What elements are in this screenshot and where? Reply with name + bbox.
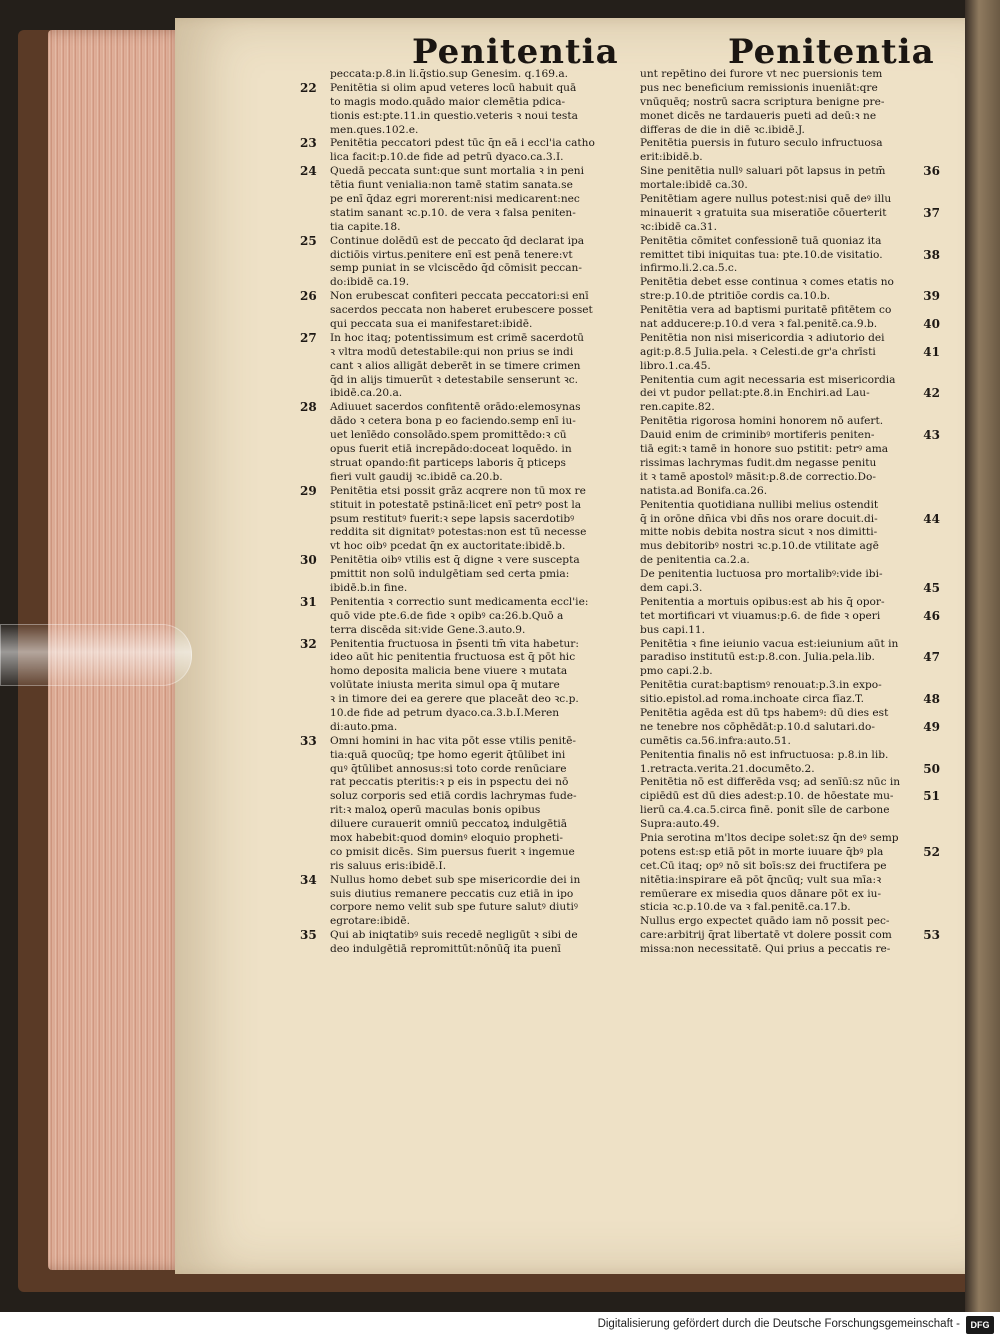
footer-bar bbox=[0, 1312, 1000, 1340]
text-line bbox=[300, 568, 628, 582]
text-line bbox=[640, 693, 940, 707]
line-text: cant ꝛ alios alligāt deberēt in se timere crimen bbox=[330, 359, 581, 372]
text-line bbox=[300, 165, 628, 179]
line-text: monet dicēs ne tardaueris pueti ad deū:ꝛ ne bbox=[640, 109, 877, 122]
line-text: Continue dolēdū est de peccato q̄d declarat ipa bbox=[330, 234, 585, 247]
text-line bbox=[640, 415, 940, 429]
line-text: peccata:p.8.in li.q̄stio.sup Genesim. q.169.a. bbox=[330, 68, 569, 80]
text-line bbox=[640, 262, 940, 276]
color-calibration-strip bbox=[965, 0, 1000, 1312]
text-line bbox=[300, 693, 628, 707]
entry-number: 38 bbox=[923, 248, 940, 262]
line-text: missa:non necessitatē. Qui prius a peccatis re- bbox=[640, 943, 891, 956]
line-text: nat adducere:p.10.d vera ꝛ fal.penitē.ca.9.b. bbox=[640, 318, 878, 331]
line-text: remittet tibi iniquitas tua: pte.10.de visitatio. bbox=[640, 248, 883, 261]
line-text: De penitentia luctuosa pro mortalibꝰ:vide ibi- bbox=[640, 568, 883, 581]
text-line bbox=[300, 137, 628, 151]
line-text: Penitētiam agere nullus potest:nisi quē deꝰ illu bbox=[640, 193, 892, 206]
text-line bbox=[300, 485, 628, 499]
text-line bbox=[640, 387, 940, 401]
line-text: care:arbitrij q̄rat libertatē vt dolere possit com bbox=[640, 929, 892, 942]
line-text: Penitētia ꝛ fine ieiunio vacua est:ieiunium aūt in bbox=[640, 637, 899, 650]
line-text: Penitētia peccatori pdest tūc q̄n eā i eccl'ia catho bbox=[330, 137, 595, 150]
text-line bbox=[640, 151, 940, 165]
line-text: erit:ibidē.b. bbox=[640, 151, 703, 164]
text-line bbox=[300, 221, 628, 235]
line-text: Penitentia ꝛ correctio sunt medicamenta eccl'ie: bbox=[330, 595, 589, 608]
line-text: Penitētia etsi possit grāz acqrere non tū mox re bbox=[330, 484, 586, 497]
running-head-right: Penitentia bbox=[728, 32, 935, 72]
text-column-left bbox=[300, 68, 628, 957]
text-line bbox=[640, 943, 940, 957]
text-line bbox=[640, 304, 940, 318]
line-text: q̄d in alijs timuerūt ꝛ detestabile senserunt ꝛc. bbox=[330, 373, 579, 386]
line-text: Nullus homo debet sub spe misericordie dei in bbox=[330, 873, 581, 886]
line-text: do:ibidē ca.19. bbox=[330, 276, 410, 289]
text-line bbox=[640, 596, 940, 610]
text-line bbox=[300, 68, 628, 82]
text-line bbox=[300, 110, 628, 124]
line-text: volūtate iniusta merita simul opa q̄ mutare bbox=[330, 679, 560, 692]
line-text: Quedā peccata sunt:que sunt mortalia ꝛ in peni bbox=[330, 165, 585, 178]
text-line bbox=[640, 165, 940, 179]
entry-number: 22 bbox=[300, 81, 317, 95]
entry-number: 33 bbox=[300, 734, 317, 748]
entry-number: 30 bbox=[300, 554, 317, 568]
entry-number: 42 bbox=[923, 387, 940, 401]
text-line bbox=[300, 499, 628, 513]
line-text: rissimas lachrymas fudit.dm negasse penitu bbox=[640, 456, 877, 469]
line-text: Sine penitētia nullꝰ saluari pōt lapsus in petm̄ bbox=[640, 165, 886, 178]
text-line bbox=[300, 429, 628, 443]
text-line bbox=[300, 804, 628, 818]
text-line bbox=[640, 137, 940, 151]
entry-number: 41 bbox=[923, 345, 940, 359]
text-line bbox=[640, 443, 940, 457]
text-line bbox=[640, 735, 940, 749]
text-line bbox=[640, 915, 940, 929]
entry-number: 53 bbox=[923, 929, 940, 943]
entry-number: 50 bbox=[923, 762, 940, 776]
line-text: rat peccatis pteritis:ꝛ p eis in pspectu dei nō bbox=[330, 776, 569, 789]
text-line bbox=[300, 790, 628, 804]
line-text: ris saluus eris:ibidē.I. bbox=[330, 859, 447, 872]
text-line bbox=[300, 915, 628, 929]
line-text: pe enī q̄daz egri morerent̄:nisi medicarent̄:nec bbox=[330, 193, 580, 206]
line-text: Penitētia oibꝰ vtilis est q̄ digne ꝛ vere suscepta bbox=[330, 554, 580, 567]
line-text: Penitētia agēda est dū tps habemꝰ: dū dies est bbox=[640, 706, 889, 719]
entry-number: 52 bbox=[923, 845, 940, 859]
line-text: ren.capite.82. bbox=[640, 401, 715, 414]
text-line bbox=[300, 387, 628, 401]
line-text: co pmisit dicēs. Sim puersus fuerit ꝛ ingemue bbox=[330, 845, 575, 858]
text-line bbox=[300, 874, 628, 888]
line-text: Penitentia a mortuis opibus:est ab his q̄ opor- bbox=[640, 595, 885, 608]
text-line bbox=[640, 96, 940, 110]
line-text: cet.Cū itaq; opꝰ nō sit boīs:sz dei fructifera pe bbox=[640, 859, 887, 872]
text-line bbox=[640, 346, 940, 360]
text-line bbox=[300, 901, 628, 915]
entry-number: 37 bbox=[923, 206, 940, 220]
text-line bbox=[640, 485, 940, 499]
entry-number: 45 bbox=[923, 581, 940, 595]
line-text: sticia ꝛc.p.10.de va ꝛ fal.penitē.ca.17.b. bbox=[640, 901, 851, 914]
line-text: Nullus ergo expectet quādo iam nō possit pec- bbox=[640, 915, 890, 928]
entry-number: 31 bbox=[300, 595, 317, 609]
running-head-left: Penitentia bbox=[412, 32, 619, 72]
line-text: Qui ab iniqtatibꝰ suis recedē negligūt ꝛ sibi de bbox=[330, 929, 578, 942]
text-line bbox=[640, 929, 940, 943]
text-line bbox=[300, 457, 628, 471]
text-line bbox=[300, 540, 628, 554]
text-line bbox=[300, 818, 628, 832]
line-text: ꝛ in timore dei ea gerere que placeāt deo ꝛc.p. bbox=[330, 693, 579, 706]
text-line bbox=[640, 665, 940, 679]
line-text: ideo aūt hic penitentia fructuosa est q̄ pōt hic bbox=[330, 651, 576, 664]
line-text: qui peccata sua ei manifestaret:ibidē. bbox=[330, 318, 533, 331]
line-text: fieri vult gaudij ꝛc.ibidē ca.20.b. bbox=[330, 470, 503, 483]
entry-number: 44 bbox=[923, 512, 940, 526]
text-line bbox=[640, 429, 940, 443]
text-line bbox=[640, 526, 940, 540]
line-text: minauerit ꝛ gratuita sua miseratiōe cōuerterit bbox=[640, 206, 887, 219]
line-text: In hoc itaq; potentissimum est crimē sacerdotū bbox=[330, 331, 584, 344]
line-text: reddita sit dignitatꝰ potestas:non est tū necesse bbox=[330, 526, 587, 539]
entry-number: 24 bbox=[300, 165, 317, 179]
text-line bbox=[640, 221, 940, 235]
text-line bbox=[640, 179, 940, 193]
line-text: bus capi.11. bbox=[640, 623, 706, 636]
line-text: dictiōis virtus.penitere enī est penā tenere:vt bbox=[330, 248, 573, 261]
text-line bbox=[640, 846, 940, 860]
text-line bbox=[640, 471, 940, 485]
text-line bbox=[300, 860, 628, 874]
line-text: ꝛ vltra modū detestabile:qui non prius se indi bbox=[330, 345, 574, 358]
line-text: uet lenīēdo consolādo.spem promittēdo:ꝛ cū bbox=[330, 429, 567, 442]
text-line bbox=[300, 651, 628, 665]
text-line bbox=[300, 151, 628, 165]
line-text: mus debitoribꝰ nostri ꝛc.p.10.de vtilitate agē bbox=[640, 540, 879, 553]
text-line bbox=[300, 249, 628, 263]
funding-notice: Digitalisierung gefördert durch die Deutsche Forschungsgemeinschaft - bbox=[597, 1318, 960, 1330]
line-text: Penitētia puersis in futuro seculo infructuosa bbox=[640, 137, 883, 150]
line-text: it ꝛ tamē apostolꝰ māsit:p.8.de correctio.Do- bbox=[640, 470, 876, 483]
text-line bbox=[640, 582, 940, 596]
line-text: de penitentia ca.2.a. bbox=[640, 554, 750, 567]
line-text: Pnia serotina m'ltos decipe solet:sz q̄n deꝰ semp bbox=[640, 831, 899, 844]
text-line bbox=[640, 499, 940, 513]
text-line bbox=[300, 526, 628, 540]
line-text: Dauid enim de criminibꝰ mortiferis peniten- bbox=[640, 429, 875, 442]
text-line bbox=[300, 888, 628, 902]
line-text: tet mortificari vt viuamus:p.6. de fide ꝛ operi bbox=[640, 609, 881, 622]
text-line bbox=[300, 290, 628, 304]
line-text: tionis est:pte.11.in questio.veteris ꝛ noui testa bbox=[330, 109, 578, 122]
text-line bbox=[300, 749, 628, 763]
entry-number: 39 bbox=[923, 290, 940, 304]
text-line bbox=[300, 832, 628, 846]
line-text: dem capi.3. bbox=[640, 581, 703, 594]
line-text: 1.retracta.verita.21.documēto.2. bbox=[640, 762, 815, 775]
text-line bbox=[640, 249, 940, 263]
line-text: quꝰ q̄tūlibet annosus:si toto corde renūciare bbox=[330, 762, 567, 775]
text-line bbox=[640, 124, 940, 138]
line-text: libro.1.ca.45. bbox=[640, 359, 711, 372]
text-line bbox=[300, 665, 628, 679]
line-text: mox habebit:quod dominꝰ eloquio propheti- bbox=[330, 831, 564, 844]
text-line bbox=[640, 193, 940, 207]
text-line bbox=[300, 179, 628, 193]
text-line bbox=[300, 624, 628, 638]
text-line bbox=[300, 943, 628, 957]
text-line bbox=[300, 304, 628, 318]
line-text: tia:quā quocūq; tpe homo egerit q̄tūlibet ini bbox=[330, 748, 566, 761]
line-text: Penitētia vera ad baptismi puritatē pfitētem co bbox=[640, 304, 892, 317]
text-line bbox=[300, 443, 628, 457]
text-line bbox=[300, 318, 628, 332]
text-line bbox=[300, 415, 628, 429]
text-line bbox=[300, 776, 628, 790]
entry-number: 25 bbox=[300, 234, 317, 248]
entry-number: 51 bbox=[923, 790, 940, 804]
line-text: agit:p.8.5 Julia.pela. ꝛ Celesti.de gr'a chrīsti bbox=[640, 345, 876, 358]
text-line bbox=[300, 193, 628, 207]
text-line bbox=[640, 651, 940, 665]
text-line bbox=[300, 235, 628, 249]
line-text: Penitētia curat:baptismꝰ renouat:p.3.in expo- bbox=[640, 679, 882, 692]
text-column-right bbox=[640, 68, 940, 957]
line-text: diluere curauerit omniū peccatoꝝ indulgētiā bbox=[330, 818, 568, 831]
line-text: terra discēda sit:vide Gene.3.auto.9. bbox=[330, 623, 526, 636]
line-text: cumētis ca.56.infra:auto.51. bbox=[640, 734, 791, 747]
text-line bbox=[640, 874, 940, 888]
text-line bbox=[640, 790, 940, 804]
text-line bbox=[640, 679, 940, 693]
line-text: tia capite.18. bbox=[330, 220, 401, 233]
line-text: Penitentia finalis nō est infructuosa: p.8.in lib. bbox=[640, 748, 889, 761]
text-line bbox=[640, 610, 940, 624]
text-line bbox=[300, 846, 628, 860]
text-line bbox=[640, 860, 940, 874]
line-text: Penitētia si olim apud veteres locū habuit quā bbox=[330, 81, 577, 94]
entry-number: 32 bbox=[300, 637, 317, 651]
line-text: natista.ad Bonifa.ca.26. bbox=[640, 484, 768, 497]
line-text: dādo ꝛ cetera bona p eo faciendo.semp enī iu- bbox=[330, 415, 576, 428]
text-line bbox=[640, 290, 940, 304]
line-text: Penitentia fructuosa in p̄senti tm̄ vita habetur: bbox=[330, 637, 579, 650]
entry-number: 36 bbox=[923, 165, 940, 179]
glass-page-holder bbox=[0, 624, 192, 686]
line-text: paradiso institutū est:p.8.con. Julia.pela.lib. bbox=[640, 651, 875, 664]
entry-number: 40 bbox=[923, 318, 940, 332]
line-text: infirmo.li.2.ca.5.c. bbox=[640, 262, 738, 275]
line-text: vnūquēq; nostrū sacra scriptura benigne pre- bbox=[640, 95, 885, 108]
entry-number: 26 bbox=[300, 290, 317, 304]
text-line bbox=[640, 776, 940, 790]
text-line bbox=[300, 332, 628, 346]
text-line bbox=[640, 540, 940, 554]
text-line bbox=[640, 207, 940, 221]
text-line bbox=[640, 818, 940, 832]
line-text: cipiēdū est dū dies adest:p.10. de hōestate mu- bbox=[640, 790, 894, 803]
line-text: Omni homini in hac vita pōt esse vtilis penitē- bbox=[330, 734, 576, 747]
text-line bbox=[300, 374, 628, 388]
text-line bbox=[300, 360, 628, 374]
line-text: Penitētia cōmitet confessionē tuā quoniaz ita bbox=[640, 234, 882, 247]
entry-number: 23 bbox=[300, 137, 317, 151]
line-text: nitētia:inspirare eā pōt q̄ncūq; vult sua mīa:ꝛ bbox=[640, 873, 882, 886]
text-line bbox=[300, 276, 628, 290]
text-line bbox=[640, 374, 940, 388]
dfg-logo: DFG bbox=[966, 1316, 994, 1334]
text-line bbox=[300, 82, 628, 96]
text-line bbox=[640, 513, 940, 527]
line-text: soluz corporis sed etiā cordis lachrymas fude- bbox=[330, 790, 577, 803]
text-line bbox=[300, 346, 628, 360]
text-line bbox=[300, 721, 628, 735]
line-text: mortale:ibidē ca.30. bbox=[640, 179, 748, 192]
line-text: ne tenebre nos cōphēdāt:p.10.d salutari.do- bbox=[640, 720, 875, 733]
text-line bbox=[640, 68, 940, 82]
line-text: semp puniat in se vlciscēdo q̄d cōmisit peccan- bbox=[330, 262, 582, 275]
line-text: sitio.epistol.ad roma.inchoate circa fīaz.T. bbox=[640, 693, 864, 706]
line-text: struat opando:fit particeps laboris q̄ pticeps bbox=[330, 456, 566, 469]
text-line bbox=[640, 235, 940, 249]
line-text: corpore nemo velit sub spe future salutꝰ diutiꝰ bbox=[330, 901, 578, 914]
entry-number: 27 bbox=[300, 331, 317, 345]
text-line bbox=[640, 110, 940, 124]
entry-number: 46 bbox=[923, 609, 940, 623]
line-text: ꝛc:ibidē ca.31. bbox=[640, 220, 717, 233]
text-line bbox=[640, 763, 940, 777]
line-text: q̄ in orōne dn̄ica vbi dn̄s nos orare docuit.di- bbox=[640, 512, 878, 525]
line-text: rit:ꝛ maloꝝ operū maculas bonis opibus bbox=[330, 804, 541, 817]
text-line bbox=[300, 596, 628, 610]
line-text: ibidē.b.in fine. bbox=[330, 581, 408, 594]
line-text: lica facit:p.10.de fide ad petrū dyaco.ca.3.I. bbox=[330, 151, 564, 164]
line-text: Non erubescat confiteri peccata peccatori:si enī bbox=[330, 290, 589, 303]
line-text: vt hoc oibꝰ pcedat q̄n ex auctoritate:ibidē.b. bbox=[330, 540, 566, 553]
line-text: tiā egit:ꝛ tamē in honore suo pstitit: petrꝰ ama bbox=[640, 443, 889, 456]
text-line bbox=[640, 82, 940, 96]
line-text: Penitētia non nisi misericordia ꝛ adiutorio dei bbox=[640, 331, 885, 344]
text-line bbox=[640, 276, 940, 290]
text-line bbox=[300, 401, 628, 415]
text-line bbox=[300, 124, 628, 138]
text-line bbox=[300, 610, 628, 624]
entry-number: 43 bbox=[923, 429, 940, 443]
text-line bbox=[640, 638, 940, 652]
text-line bbox=[300, 554, 628, 568]
entry-number: 29 bbox=[300, 484, 317, 498]
text-line bbox=[300, 763, 628, 777]
text-line bbox=[640, 721, 940, 735]
text-line bbox=[640, 568, 940, 582]
line-text: sacerdos peccata non haberet erubescere posset bbox=[330, 304, 593, 317]
text-line bbox=[640, 318, 940, 332]
entry-number: 47 bbox=[923, 651, 940, 665]
line-text: Penitētia debet esse continua ꝛ comes etatis no bbox=[640, 276, 894, 289]
text-line bbox=[300, 207, 628, 221]
line-text: egrotare:ibidē. bbox=[330, 915, 410, 928]
line-text: Penitētia nō est differēda vsq; ad senīū:sz nūc in bbox=[640, 776, 901, 789]
line-text: mitte nobis debita nostra sicut ꝛ nos dimitti- bbox=[640, 526, 878, 539]
line-text: deo indulgētiā repromittūt:nōnūq̄ ita puenī bbox=[330, 943, 561, 956]
line-text: stituit in potestatē pstinā:licet enī petrꝰ post la bbox=[330, 498, 582, 511]
line-text: psum restitutꝰ fuerit:ꝛ sepe lapsis sacerdotibꝰ bbox=[330, 512, 575, 525]
text-line bbox=[640, 832, 940, 846]
line-text: pus nec beneficium remissionis inueniāt:qre bbox=[640, 81, 878, 94]
text-line bbox=[640, 624, 940, 638]
line-text: to magis modo.quādo maior clemētia pdica- bbox=[330, 95, 566, 108]
line-text: remūerare ex misedia quos dānare pōt ex iu- bbox=[640, 887, 882, 900]
text-line bbox=[640, 401, 940, 415]
line-text: statim sanant̄ ꝛc.p.10. de vera ꝛ falsa peniten- bbox=[330, 206, 576, 219]
line-text: Penitētia rigorosa homini honorem nō aufert. bbox=[640, 415, 884, 428]
line-text: opus fuerit etiā increpādo:doceat loquēdo. in bbox=[330, 443, 572, 456]
text-line bbox=[300, 513, 628, 527]
entry-number: 34 bbox=[300, 873, 317, 887]
text-line bbox=[300, 735, 628, 749]
text-line bbox=[640, 804, 940, 818]
line-text: ibidē.ca.20.a. bbox=[330, 387, 403, 400]
text-line bbox=[640, 332, 940, 346]
line-text: Supra:auto.49. bbox=[640, 818, 720, 831]
line-text: Penitentia quotidiana nullibi melius ostendit bbox=[640, 498, 879, 511]
text-line bbox=[300, 929, 628, 943]
text-line bbox=[300, 638, 628, 652]
text-line bbox=[640, 888, 940, 902]
text-line bbox=[640, 554, 940, 568]
text-line bbox=[300, 582, 628, 596]
line-text: Adiuuet sacerdos confitentē orādo:elemosynas bbox=[330, 401, 581, 414]
text-line bbox=[300, 262, 628, 276]
line-text: dei vt pudor pellat:pte.8.in Enchiri.ad Lau- bbox=[640, 387, 870, 400]
entry-number: 28 bbox=[300, 401, 317, 415]
line-text: potens est:sp etiā pōt in morte iuuare q̄bꝰ pla bbox=[640, 845, 884, 858]
line-text: pmittit non solū indulgētiam sed certa pmia: bbox=[330, 568, 570, 581]
text-line bbox=[300, 96, 628, 110]
line-text: differas de die in diē ꝛc.ibidē.J. bbox=[640, 123, 805, 136]
text-line bbox=[300, 707, 628, 721]
line-text: men.ques.102.e. bbox=[330, 123, 419, 136]
entry-number: 49 bbox=[923, 720, 940, 734]
text-line bbox=[640, 360, 940, 374]
entry-number: 48 bbox=[923, 693, 940, 707]
line-text: unt repētino dei furore vt nec puersionis tem bbox=[640, 68, 883, 80]
line-text: homo deposita malicia bene viuere ꝛ mutata bbox=[330, 665, 568, 678]
entry-number: 35 bbox=[300, 929, 317, 943]
line-text: quō vide pte.6.de fide ꝛ opibꝰ ca:26.b.Quō a bbox=[330, 609, 564, 622]
text-line bbox=[300, 679, 628, 693]
text-line bbox=[300, 471, 628, 485]
text-line bbox=[640, 707, 940, 721]
line-text: di:auto.pma. bbox=[330, 720, 398, 733]
line-text: suis diutius remanere peccatis cuz etiā in ipo bbox=[330, 887, 574, 900]
text-line bbox=[640, 457, 940, 471]
text-line bbox=[640, 901, 940, 915]
line-text: Penitentia cum agit necessaria est misericordia bbox=[640, 373, 896, 386]
line-text: tētia fiunt venialia:non tamē statim sanata.se bbox=[330, 179, 573, 192]
text-line bbox=[640, 749, 940, 763]
line-text: 10.de fide ad petrum dyaco.ca.3.b.I.Meren bbox=[330, 706, 560, 719]
line-text: pmo capi.2.b. bbox=[640, 665, 713, 678]
line-text: lierū ca.4.ca.5.circa finē. ponit sīle de carbone bbox=[640, 804, 890, 817]
line-text: stre:p.10.de ptritiōe cordis ca.10.b. bbox=[640, 290, 831, 303]
